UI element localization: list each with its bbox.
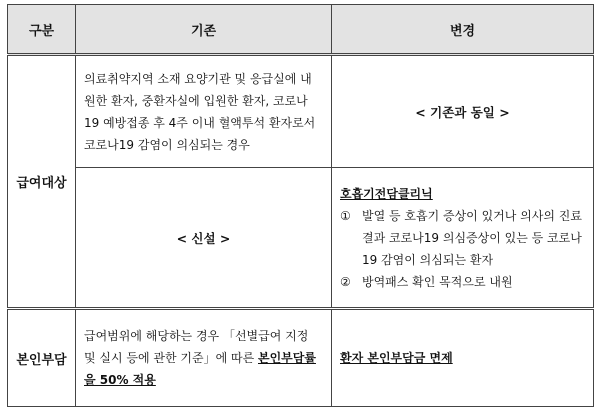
changed-target-same: < 기존과 동일 > <box>332 55 594 168</box>
clinic-title: 호흡기전담클리닉 <box>340 186 433 201</box>
item-number: ① <box>340 208 351 223</box>
comparison-table <box>7 4 594 407</box>
table-row <box>8 309 594 407</box>
changed-copay-cell <box>332 309 594 407</box>
item-number: ② <box>340 274 351 289</box>
changed-clinic-cell <box>332 168 594 309</box>
table-row <box>8 168 594 309</box>
header-category: 구분 <box>8 5 76 55</box>
existing-new-marker: < 신설 > <box>76 168 332 309</box>
table-row <box>8 55 594 168</box>
item-text: 발열 등 호흡기 증상이 있거나 의사의 진료 결과 코로나19 의심증상이 있는 등 코로나19 감염이 의심되는 환자 <box>362 208 582 267</box>
list-item <box>340 205 585 271</box>
header-existing: 기존 <box>76 5 332 55</box>
existing-copay-text <box>76 309 332 407</box>
category-target: 급여대상 <box>8 55 76 309</box>
item-text: 방역패스 확인 목적으로 내원 <box>362 274 513 289</box>
copay-emphasis: 본인부담률을 50% 적용 <box>84 351 316 387</box>
copay-prefix: 급여범위에 해당하는 경우 「선별급여 지정 및 실시 등에 관한 기준」에 따른 <box>84 329 309 365</box>
existing-target-text: 의료취약지역 소재 요양기관 및 응급실에 내원한 환자, 중환자실에 입원한 환자, 코로나19 예방접종 후 4주 이내 혈액투석 환자로서 코로나19 감염이 의심되는 경우 <box>76 55 332 168</box>
table-header-row <box>8 5 594 55</box>
copay-changed: 환자 본인부담금 면제 <box>340 351 453 365</box>
category-copay: 본인부담 <box>8 309 76 407</box>
header-changed: 변경 <box>332 5 594 55</box>
list-item <box>340 271 585 293</box>
